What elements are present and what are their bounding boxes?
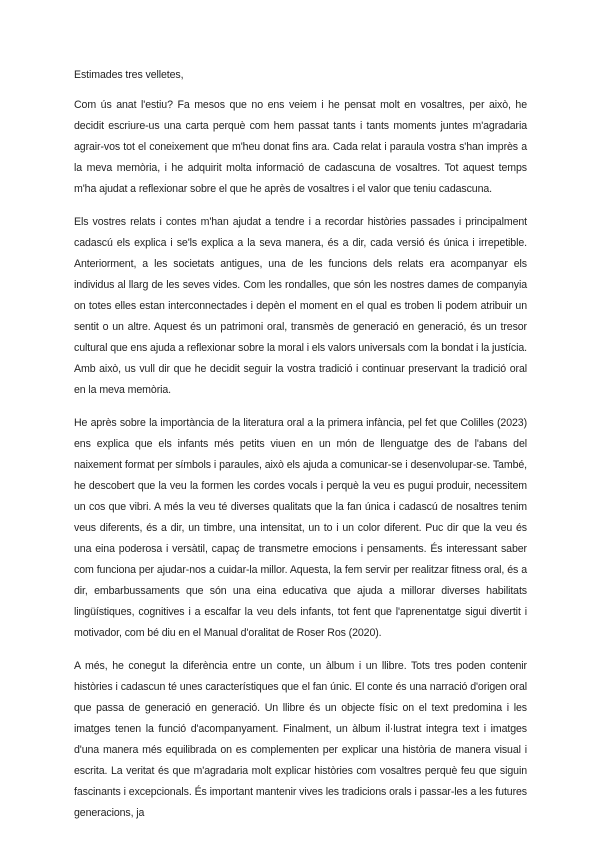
letter-paragraph-4: A més, he conegut la diferència entre un conte, un àlbum i un llibre. Tots tres poden contenir històries i cadascun té unes característiques que el fan únic. El conte és una narració d'origen oral que passa de generació en generació. Un llibre és un objecte físic on el text predomina i les imatges tenen la funció d'acompanyament. Finalment, un àlbum il·lustrat integra text i imatges d'una manera més equilibrada on es complementen per explicar una història de manera visual i escrita. La veritat és que m'agradaria molt explicar històries com vosaltres perquè feu que siguin fascinants i excepcionals. És important mantenir vives les tradicions orals i passar-les a les futures generacions, ja — [74, 660, 527, 819]
letter-paragraph-1: Com ús anat l'estiu? Fa mesos que no ens veiem i he pensat molt en vosaltres, per això, he decidit escriure-us una carta perquè com hem passat tants i tants moments juntes m'agradaria agrair-vos tot el coneixement que m'heu donat fins ara. Cada relat i paraula vostra s'han imprès a la meva memòria, i he adquirit molta informació de cadascuna de vosaltres. Tot aquest temps m'ha ajudat a reflexionar sobre el que he après de vosaltres i el valor que teniu cadascuna. — [74, 99, 527, 195]
letter-greeting: Estimades tres velletes, — [74, 69, 184, 81]
letter-body — [74, 65, 527, 836]
letter-paragraph-3: He après sobre la importància de la literatura oral a la primera infància, pel fet que Colilles (2023) ens explica que els infants més petits viuen en un món de llenguatge des de l'abans del naixement format per símbols i paraules, això els ajuda a comunicar-se i desenvolupar-se. També, he descobert que la veu la formen les cordes vocals i perquè la veu es pugui produir, necessitem un cos que vibri. A més la veu té diverses qualitats que la fan única i cadascú de nosaltres tenim veus diferents, és a dir, un timbre, una intensitat, un to i un color diferent. Puc dir que la veu és una eina poderosa i versàtil, capaç de transmetre emocions i pensaments. És interessant saber com funciona per ajudar-nos a cuidar-la millor. Aquesta, la fem servir per realitzar fitness oral, és a dir, embarbussaments que són una eina educativa que ajuda a millorar diverses habilitats lingüístiques, cognitives i a escalfar la veu dels infants, tot fent que l'aprenentatge sigui divertit i motivador, com bé diu en el Manual d'oralitat de Roser Ros (2020). — [74, 417, 527, 639]
letter-paragraph-2: Els vostres relats i contes m'han ajudat a tendre i a recordar històries passades i principalment cadascú els explica i se'ls explica a la seva manera, és a dir, cada versió és única i irrepetible. Anteriorment, a les societats antigues, una de les funcions dels relats era acompanyar els individus al llarg de les seves vides. Com les rondalles, que són les nostres dames de companyia on totes elles estan interconnectades i depèn el moment en el qual es troben li podem atribuir un sentit o un altre. Aquest és un patrimoni oral, transmès de generació en generació, és un tresor cultural que ens ajuda a reflexionar sobre la moral i els valors universals com la bondat i la justícia. Amb això, us vull dir que he decidit seguir la vostra tradició i continuar preservant la tradició oral en la meva memòria. — [74, 216, 528, 396]
